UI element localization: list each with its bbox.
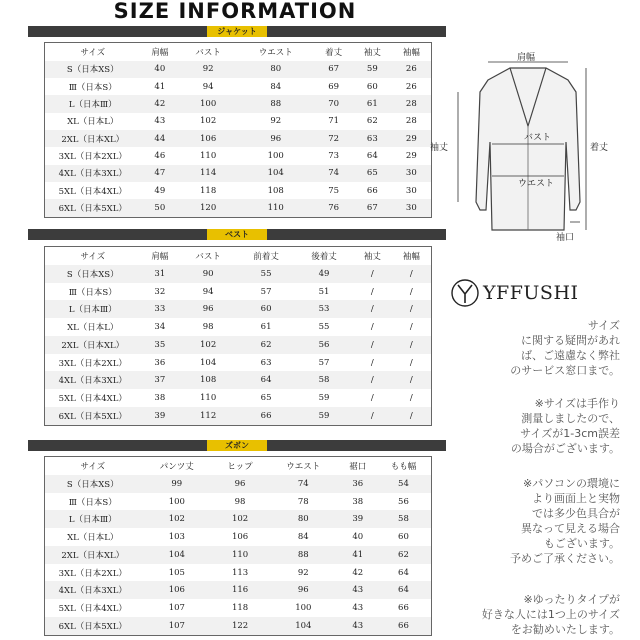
size-cell: XL（日本L） — [67, 323, 119, 334]
value-cell: 49 — [295, 265, 353, 283]
value-cell: / — [370, 322, 374, 333]
value-cell: 37 — [141, 371, 180, 389]
value-cell: 100 — [295, 603, 312, 614]
value-cell: 106 — [231, 532, 249, 543]
table-row — [45, 493, 432, 511]
table-row — [45, 617, 432, 636]
table-row — [45, 546, 432, 564]
value-cell: 41 — [154, 81, 166, 92]
column-header: サイズ — [80, 47, 106, 58]
value-cell: 59 — [353, 61, 392, 78]
value-cell: 98 — [234, 496, 246, 507]
value-cell: / — [370, 286, 374, 297]
table-header-row — [45, 457, 432, 475]
cuff-label: 袖口 — [556, 233, 575, 243]
value-cell: 60 — [366, 81, 378, 92]
value-cell: 59 — [318, 393, 330, 404]
page-title: SIZE INFORMATION — [113, 0, 357, 23]
jacket-measurement-diagram — [428, 52, 618, 248]
value-cell: 92 — [270, 116, 282, 127]
size-cell: Ⅲ（日本S） — [68, 82, 117, 93]
value-cell: 103 — [168, 532, 185, 543]
value-cell: 118 — [231, 603, 249, 614]
table-row — [45, 475, 432, 493]
value-cell: / — [392, 300, 432, 318]
value-cell: 51 — [318, 286, 330, 297]
value-cell: 26 — [392, 61, 432, 78]
value-cell: / — [353, 371, 392, 389]
value-cell: 84 — [297, 532, 309, 543]
value-cell: / — [392, 371, 432, 389]
value-cell: 105 — [168, 567, 185, 578]
note-line: をお勧めいたします。 — [510, 623, 620, 636]
value-cell: 30 — [392, 199, 432, 217]
value-cell: 55 — [237, 265, 295, 283]
value-cell: 38 — [154, 393, 166, 404]
value-cell: 31 — [141, 265, 180, 283]
value-cell: 107 — [141, 617, 214, 636]
value-cell: 116 — [213, 581, 267, 599]
value-cell: 98 — [202, 322, 214, 333]
value-cell: 61 — [353, 95, 392, 112]
value-cell: 56 — [398, 496, 409, 507]
brand-name: YFFUSHI — [483, 282, 579, 304]
value-cell: 88 — [237, 95, 314, 112]
value-cell: 29 — [392, 130, 432, 147]
value-cell: 43 — [154, 116, 166, 127]
value-cell: 66 — [376, 617, 432, 636]
value-cell: / — [353, 407, 392, 426]
table-row — [45, 78, 432, 95]
note-line: ※サイズは手作り — [534, 397, 620, 410]
value-cell: 110 — [237, 199, 314, 217]
value-cell: 73 — [328, 150, 340, 161]
bust-label: バスト — [524, 133, 552, 143]
sleeve-length-label: 袖丈 — [430, 143, 449, 153]
value-cell: 104 — [237, 165, 314, 182]
value-cell: 110 — [213, 546, 267, 564]
value-cell: 84 — [270, 81, 282, 92]
value-cell: 88 — [267, 546, 340, 564]
value-cell: 38 — [352, 496, 364, 507]
column-header: ウエスト — [286, 461, 321, 472]
value-cell: 102 — [200, 116, 217, 127]
size-cell: 2XL（日本XL） — [45, 546, 141, 564]
value-cell: 108 — [179, 371, 237, 389]
value-cell: 44 — [141, 130, 180, 147]
value-cell: 107 — [168, 603, 185, 614]
value-cell: 47 — [141, 165, 180, 182]
size-cell: 5XL（日本4XL） — [58, 604, 127, 615]
note-line: 測量しましたので、 — [521, 412, 620, 425]
value-cell: 39 — [340, 510, 376, 528]
size-cell: L（日本Ⅲ） — [45, 510, 141, 528]
column-header: 後着丈 — [311, 251, 337, 262]
value-cell: 80 — [237, 61, 314, 78]
size-cell: Ⅲ（日本S） — [68, 497, 117, 508]
value-cell: 53 — [295, 300, 353, 318]
value-cell: 64 — [398, 567, 409, 578]
value-cell: 32 — [154, 286, 166, 297]
column-header: 袖丈 — [363, 251, 381, 262]
table-row — [45, 95, 432, 112]
value-cell: 122 — [213, 617, 267, 636]
note-line: 予めご了承ください。 — [510, 552, 620, 565]
section-banner-jacket — [28, 26, 446, 37]
note-line: に関する疑問があれ — [521, 334, 620, 347]
size-cell: S（日本XS） — [45, 265, 141, 283]
brand-logo-icon — [450, 278, 480, 308]
value-cell: 57 — [318, 357, 330, 368]
value-cell: 55 — [318, 322, 330, 333]
table-row — [45, 182, 432, 199]
value-cell: 94 — [202, 81, 214, 92]
table-row — [45, 165, 432, 182]
value-cell: 28 — [392, 95, 432, 112]
value-cell: 43 — [340, 617, 376, 636]
table-row — [45, 510, 432, 528]
value-cell: / — [353, 336, 392, 354]
size-table-vest — [44, 246, 432, 426]
column-header: 裾口 — [349, 461, 367, 472]
value-cell: 96 — [179, 300, 237, 318]
size-cell: L（日本Ⅲ） — [45, 300, 141, 318]
column-header: パンツ丈 — [159, 461, 194, 472]
value-cell: 70 — [314, 95, 353, 112]
column-header: ヒップ — [227, 461, 253, 472]
note-line: ※ゆったりタイプが — [523, 593, 620, 606]
column-header: バスト — [195, 251, 221, 262]
value-cell: 65 — [353, 165, 392, 182]
value-cell: 100 — [168, 496, 185, 507]
note-line: 異なって見える場合 — [521, 522, 620, 535]
table-row — [45, 528, 432, 546]
waist-label: ウエスト — [518, 179, 555, 189]
column-header: 前着丈 — [253, 251, 279, 262]
value-cell: 110 — [200, 393, 217, 404]
value-cell: 67 — [314, 61, 353, 78]
size-cell: 4XL（日本3XL） — [45, 581, 141, 599]
value-cell: 118 — [200, 185, 217, 196]
note-measurement — [440, 396, 620, 456]
column-header: 肩幅 — [151, 47, 169, 58]
size-cell: 4XL（日本3XL） — [45, 371, 141, 389]
value-cell: 30 — [392, 165, 432, 182]
note-line: サイズ — [587, 319, 620, 332]
value-cell: 35 — [141, 336, 180, 354]
value-cell: / — [353, 300, 392, 318]
value-cell: 120 — [179, 199, 237, 217]
table-row — [45, 199, 432, 217]
value-cell: 57 — [260, 286, 272, 297]
value-cell: 40 — [352, 532, 364, 543]
value-cell: 65 — [260, 393, 272, 404]
value-cell: 60 — [237, 300, 295, 318]
column-header: 袖幅 — [402, 251, 420, 262]
size-cell: 3XL（日本2XL） — [58, 358, 127, 369]
value-cell: 92 — [179, 61, 237, 78]
value-cell: 42 — [141, 95, 180, 112]
size-cell: L（日本Ⅲ） — [45, 95, 141, 112]
value-cell: 75 — [328, 185, 340, 196]
value-cell: 102 — [213, 510, 267, 528]
note-line: サイズが1-3cm誤差 — [520, 427, 620, 440]
value-cell: 58 — [376, 510, 432, 528]
table-row — [45, 61, 432, 78]
value-cell: 66 — [366, 185, 378, 196]
table-row — [45, 283, 432, 301]
value-cell: 43 — [352, 603, 364, 614]
column-header: 袖幅 — [402, 47, 420, 58]
value-cell: 64 — [366, 150, 378, 161]
value-cell: 100 — [179, 95, 237, 112]
value-cell: 59 — [295, 407, 353, 426]
size-cell: 6XL（日本5XL） — [45, 199, 141, 217]
value-cell: 96 — [213, 475, 267, 493]
value-cell: 106 — [141, 581, 214, 599]
size-cell: 2XL（日本XL） — [45, 336, 141, 354]
value-cell: / — [370, 357, 374, 368]
brand-block — [450, 276, 630, 310]
value-cell: 40 — [141, 61, 180, 78]
value-cell: 104 — [200, 357, 217, 368]
length-label: 着丈 — [590, 143, 609, 153]
column-header: 肩幅 — [151, 251, 169, 262]
value-cell: 99 — [141, 475, 214, 493]
table-row — [45, 265, 432, 283]
shoulder-label: 肩幅 — [517, 53, 536, 63]
note-inquiry — [440, 318, 620, 378]
section-label-pants: ズボン — [207, 440, 267, 451]
value-cell: 104 — [267, 617, 340, 636]
value-cell: 56 — [295, 336, 353, 354]
table-row — [45, 336, 432, 354]
note-line: ※パソコンの環境に — [523, 477, 620, 490]
value-cell: / — [409, 393, 413, 404]
value-cell: 26 — [405, 81, 417, 92]
size-cell: 6XL（日本5XL） — [45, 407, 141, 426]
note-line: 好きな人には1つ上のサイズ — [481, 608, 620, 621]
note-line: ば、ご遠慮なく弊社 — [521, 349, 620, 362]
value-cell: 104 — [141, 546, 214, 564]
column-header: サイズ — [80, 461, 106, 472]
table-row — [45, 354, 432, 372]
note-line: より画面上と実物 — [532, 492, 620, 505]
size-cell: S（日本XS） — [45, 475, 141, 493]
size-cell: 3XL（日本2XL） — [58, 151, 127, 162]
value-cell: 42 — [352, 567, 364, 578]
value-cell: 114 — [179, 165, 237, 182]
value-cell: 80 — [267, 510, 340, 528]
value-cell: 92 — [297, 567, 309, 578]
column-header: ウエスト — [258, 47, 293, 58]
value-cell: 76 — [314, 199, 353, 217]
note-line: では多少色具合が — [532, 507, 620, 520]
note-fit-advice — [420, 592, 620, 637]
table-row — [45, 371, 432, 389]
table-row — [45, 599, 432, 617]
section-label-jacket: ジャケット — [207, 26, 267, 37]
column-header: バスト — [195, 47, 221, 58]
table-row — [45, 300, 432, 318]
value-cell: 39 — [141, 407, 180, 426]
value-cell: 72 — [314, 130, 353, 147]
value-cell: / — [392, 265, 432, 283]
table-header-row — [45, 247, 432, 265]
table-row — [45, 564, 432, 582]
size-cell: 5XL（日本4XL） — [58, 186, 127, 197]
value-cell: 96 — [267, 581, 340, 599]
value-cell: 61 — [260, 322, 272, 333]
value-cell: / — [370, 393, 374, 404]
value-cell: 102 — [141, 510, 214, 528]
value-cell: 63 — [353, 130, 392, 147]
value-cell: / — [409, 357, 413, 368]
value-cell: 62 — [237, 336, 295, 354]
value-cell: 30 — [405, 185, 417, 196]
size-table-jacket — [44, 42, 432, 218]
note-line: の場合がございます。 — [510, 442, 620, 455]
column-header: 袖丈 — [363, 47, 381, 58]
value-cell: 28 — [405, 116, 417, 127]
value-cell: 64 — [237, 371, 295, 389]
value-cell: 46 — [154, 150, 166, 161]
value-cell: / — [409, 322, 413, 333]
value-cell: 33 — [141, 300, 180, 318]
value-cell: 90 — [179, 265, 237, 283]
size-table-pants — [44, 456, 432, 636]
size-cell: 2XL（日本XL） — [45, 130, 141, 147]
value-cell: 113 — [231, 567, 249, 578]
note-line: もございます。 — [543, 537, 620, 550]
table-row — [45, 130, 432, 147]
table-row — [45, 147, 432, 164]
value-cell: 62 — [376, 546, 432, 564]
note-line: のサービス窓口まで。 — [510, 364, 620, 377]
table-row — [45, 407, 432, 426]
value-cell: 60 — [398, 532, 409, 543]
section-banner-vest — [28, 229, 446, 240]
section-label-vest: ベスト — [207, 229, 267, 240]
column-header: もも幅 — [390, 461, 417, 472]
value-cell: 112 — [179, 407, 237, 426]
value-cell: 78 — [297, 496, 309, 507]
value-cell: 63 — [260, 357, 272, 368]
value-cell: 66 — [237, 407, 295, 426]
value-cell: 43 — [340, 581, 376, 599]
size-cell: 5XL（日本4XL） — [58, 394, 127, 405]
table-row — [45, 581, 432, 599]
size-cell: 3XL（日本2XL） — [58, 568, 127, 579]
value-cell: / — [409, 286, 413, 297]
value-cell: 41 — [340, 546, 376, 564]
value-cell: 100 — [267, 150, 284, 161]
value-cell: 94 — [202, 286, 214, 297]
value-cell: 110 — [200, 150, 217, 161]
size-cell: 6XL（日本5XL） — [45, 617, 141, 636]
value-cell: 58 — [295, 371, 353, 389]
size-cell: Ⅲ（日本S） — [68, 287, 117, 298]
value-cell: 66 — [398, 603, 409, 614]
table-row — [45, 113, 432, 130]
size-cell: XL（日本L） — [67, 117, 119, 128]
value-cell: / — [392, 407, 432, 426]
note-display-color — [440, 476, 620, 566]
table-header-row — [45, 43, 432, 61]
value-cell: 34 — [154, 322, 166, 333]
column-header: サイズ — [80, 251, 106, 262]
value-cell: 54 — [376, 475, 432, 493]
value-cell: 74 — [314, 165, 353, 182]
size-cell: 4XL（日本3XL） — [45, 165, 141, 182]
value-cell: / — [392, 336, 432, 354]
value-cell: 64 — [376, 581, 432, 599]
value-cell: 50 — [141, 199, 180, 217]
table-row — [45, 389, 432, 407]
value-cell: 106 — [179, 130, 237, 147]
size-cell: XL（日本L） — [67, 533, 119, 544]
value-cell: 62 — [366, 116, 378, 127]
value-cell: 49 — [154, 185, 166, 196]
column-header: 着丈 — [325, 47, 343, 58]
value-cell: 36 — [154, 357, 166, 368]
value-cell: 69 — [328, 81, 340, 92]
value-cell: / — [353, 265, 392, 283]
size-cell: S（日本XS） — [45, 61, 141, 78]
table-row — [45, 318, 432, 336]
value-cell: 102 — [179, 336, 237, 354]
section-banner-pants — [28, 440, 446, 451]
value-cell: 96 — [237, 130, 314, 147]
value-cell: 74 — [267, 475, 340, 493]
value-cell: 29 — [405, 150, 417, 161]
value-cell: 36 — [340, 475, 376, 493]
value-cell: 67 — [353, 199, 392, 217]
value-cell: 71 — [328, 116, 340, 127]
value-cell: 108 — [267, 185, 284, 196]
